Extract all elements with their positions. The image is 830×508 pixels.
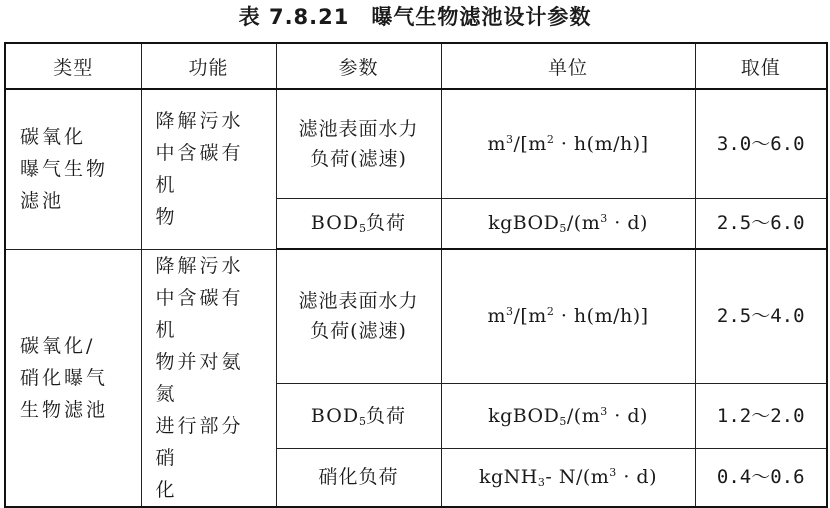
function-line: 中含碳有机: [155, 142, 244, 197]
parameter-cell: [276, 449, 441, 507]
unit-superscript: 3: [505, 305, 514, 319]
unit-cell: [441, 89, 695, 198]
group-carbon-oxidation: [5, 89, 827, 249]
value-cell: 2.5～6.0: [695, 198, 827, 249]
unit-subscript: 5: [559, 222, 567, 236]
unit-cell: [441, 449, 695, 507]
parameter-line: 负荷(滤速): [310, 147, 407, 170]
table-number: 表 7.8.21: [238, 5, 350, 29]
unit-text: m: [487, 305, 506, 328]
table-row: [5, 89, 827, 198]
parameter-subscript: 5: [359, 222, 367, 236]
function-line: 降解污水: [155, 110, 244, 133]
parameter-text: 负荷: [366, 212, 407, 235]
function-line: 物并对氨氮: [155, 350, 244, 405]
unit-text: · h(m/h)]: [554, 132, 649, 155]
unit-text: /[m: [513, 132, 547, 155]
group-carbon-oxidation-nitrification: [5, 249, 827, 507]
type-cell: [5, 249, 141, 507]
value-cell: 2.5～4.0: [695, 249, 827, 383]
unit-text: · d): [616, 466, 657, 489]
function-cell: [141, 89, 276, 249]
unit-superscript: 3: [505, 132, 514, 146]
type-line: 碳氧化/: [20, 334, 96, 357]
value-cell: 1.2～2.0: [695, 383, 827, 449]
type-line: 滤池: [20, 190, 65, 213]
unit-cell: [441, 198, 695, 249]
unit-cell: [441, 383, 695, 449]
parameter-line: 滤池表面水力: [298, 290, 419, 313]
parameter-line: 滤池表面水力: [298, 117, 419, 140]
unit-superscript: 2: [546, 305, 555, 319]
unit-text: · d): [607, 405, 648, 428]
parameter-cell: [276, 89, 441, 198]
function-line: 物: [155, 206, 178, 229]
function-line: 化: [155, 478, 178, 501]
unit-subscript: 3: [537, 476, 546, 490]
parameter-line: 负荷(滤速): [310, 320, 407, 343]
unit-cell: [441, 249, 695, 383]
type-line: 硝化曝气: [20, 366, 109, 389]
unit-superscript: 2: [546, 132, 555, 146]
unit-text: /(m: [566, 405, 601, 428]
unit-text: · d): [607, 212, 648, 235]
unit-text: kgNH: [479, 466, 538, 489]
parameter-subscript: 5: [359, 415, 367, 429]
header-unit: 单位: [441, 43, 695, 89]
unit-text: · h(m/h)]: [554, 305, 649, 328]
type-line: 生物滤池: [20, 398, 109, 421]
unit-text: kgBOD: [488, 212, 560, 235]
parameter-cell: [276, 383, 441, 449]
parameter-text: BOD: [310, 405, 360, 428]
type-cell: [5, 89, 141, 249]
unit-superscript: 3: [609, 466, 617, 480]
unit-subscript: 5: [559, 415, 567, 429]
unit-text: - N/(m: [545, 466, 610, 489]
unit-superscript: 3: [600, 405, 608, 419]
header-row: [5, 43, 827, 89]
table-row: [5, 249, 827, 383]
table-title: 曝气生物滤池设计参数: [371, 5, 592, 29]
function-cell: [141, 249, 276, 507]
unit-text: m: [487, 132, 506, 155]
parameter-cell: [276, 249, 441, 383]
table-header: [5, 43, 827, 89]
type-line: 曝气生物: [20, 158, 109, 181]
function-line: 中含碳有机: [155, 286, 244, 341]
parameter-text: 负荷: [366, 405, 407, 428]
type-line: 碳氧化: [20, 126, 87, 149]
design-parameters-table: [4, 42, 828, 508]
unit-text: /(m: [566, 212, 601, 235]
header-type: 类型: [5, 43, 141, 89]
header-value: 取值: [695, 43, 827, 89]
unit-text: /[m: [513, 305, 547, 328]
parameter-text: BOD: [310, 212, 360, 235]
function-line: 进行部分硝: [155, 414, 244, 469]
unit-superscript: 3: [600, 212, 608, 226]
parameter-text: 硝化负荷: [318, 466, 399, 489]
value-cell: 3.0～6.0: [695, 89, 827, 198]
value-cell: 0.4～0.6: [695, 449, 827, 507]
table-caption: [0, 4, 830, 30]
parameter-cell: [276, 198, 441, 249]
header-function: 功能: [141, 43, 276, 89]
function-line: 降解污水: [155, 254, 244, 277]
unit-text: kgBOD: [488, 405, 560, 428]
header-parameter: 参数: [276, 43, 441, 89]
